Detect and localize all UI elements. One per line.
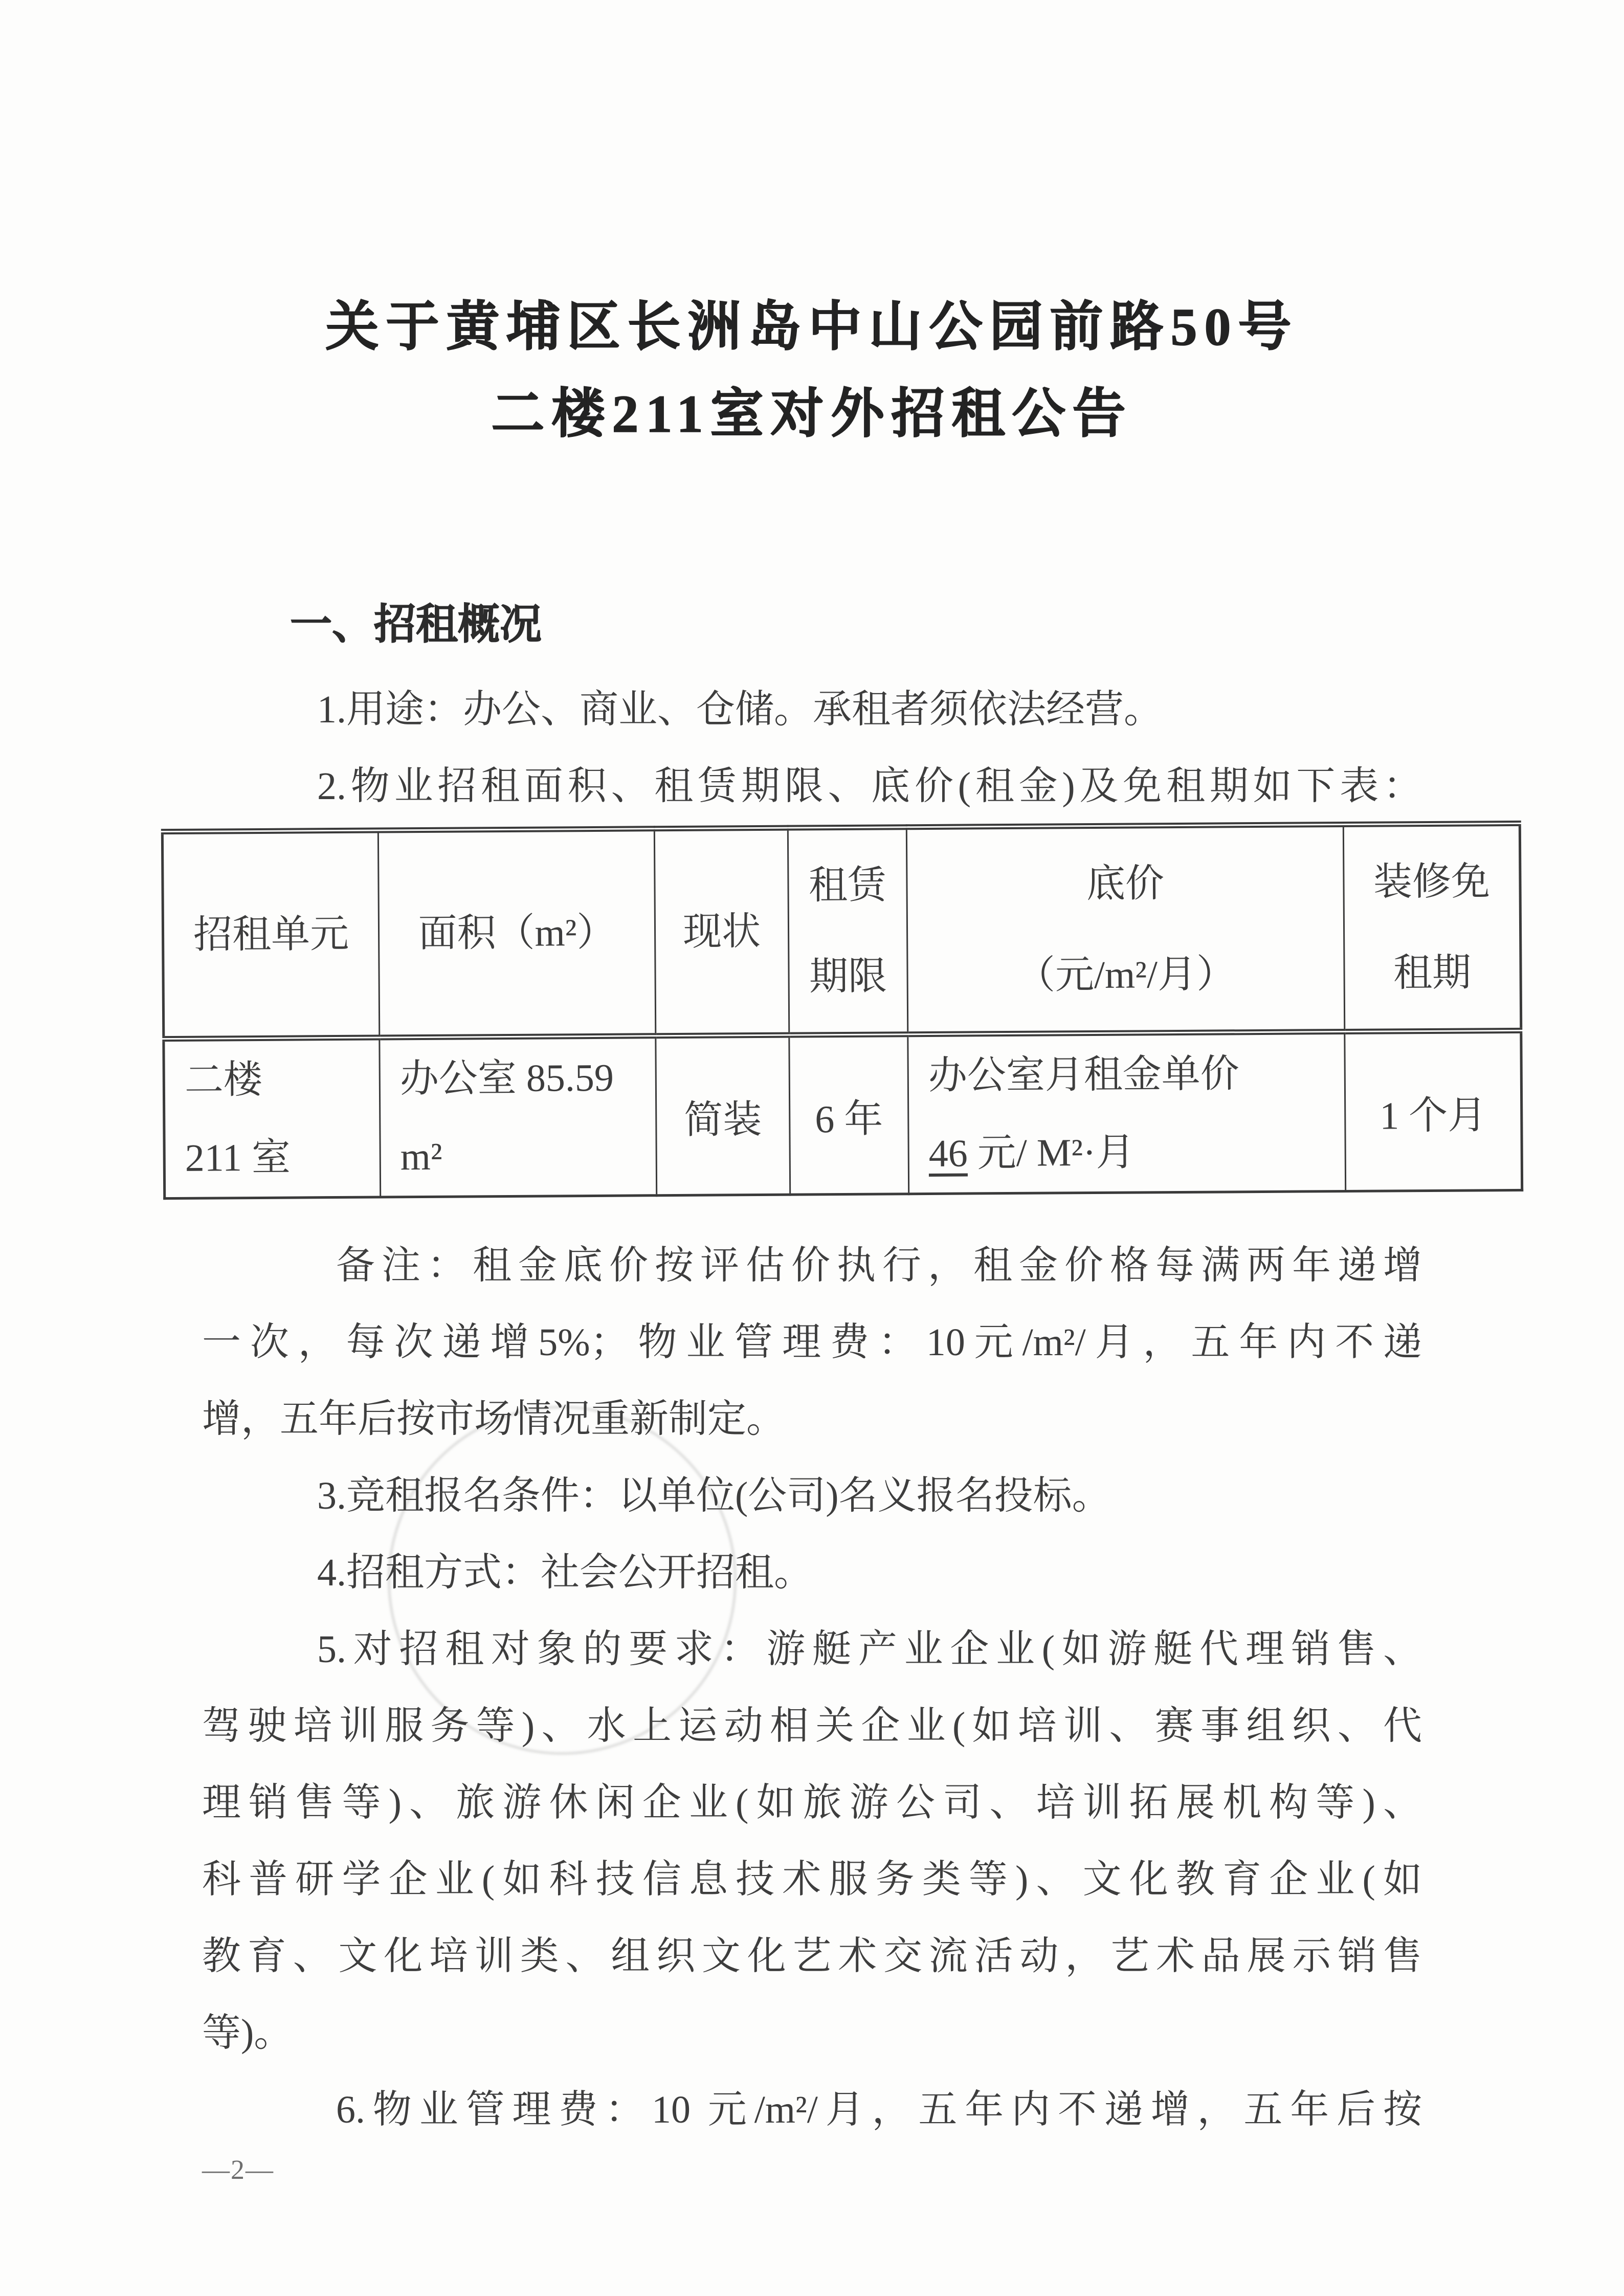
paragraph-item-5-line4: 科普研学企业(如科技信息技术服务类等)、文化教育企业(如: [202, 1858, 1422, 1901]
header-term-line2: 期限: [809, 955, 887, 999]
header-condition: [654, 828, 789, 1036]
cell-condition: 简装: [656, 1035, 790, 1196]
cell-area: [380, 1036, 657, 1197]
paragraph-item-1: 1.用途：办公、商业、仓储。承租者须依法经营。: [317, 688, 1163, 731]
paragraph-item-3: 3.竞租报名条件：以单位(公司)名义报名投标。: [317, 1474, 1111, 1517]
header-term-line1: 租赁: [808, 864, 887, 908]
cell-unit: [164, 1037, 381, 1199]
title-line-1: 关于黄埔区长洲岛中山公园前路50号: [325, 298, 1299, 357]
cell-price: [908, 1032, 1346, 1194]
cell-price-line2: [928, 1112, 1345, 1193]
header-area: [378, 829, 655, 1037]
section-heading-overview: 一、招租概况: [290, 601, 542, 648]
paragraph-item-5-line3: 理销售等)、旅游休闲企业(如旅游公司、培训拓展机构等)、: [202, 1781, 1422, 1824]
paragraph-item-4: 4.招租方式：社会公开招租。: [317, 1551, 813, 1594]
paragraph-item-5-line2: 驾驶培训服务等)、水上运动相关企业(如培训、赛事组织、代: [202, 1705, 1422, 1748]
price-unit-text: 元/ M²·月: [967, 1131, 1135, 1175]
price-value-underlined: 46: [928, 1132, 968, 1175]
paragraph-item-6: 6.物业管理费：10 元/m²/月，五年内不递增，五年后按: [336, 2088, 1422, 2131]
paragraph-item-5-line5: 教育、文化培训类、组织文化艺术交流活动，艺术品展示销售: [202, 1935, 1422, 1978]
table-data-row: [164, 1030, 1522, 1198]
cell-area-line2: m²: [400, 1135, 442, 1179]
cell-unit-line2: 211 室: [185, 1136, 291, 1180]
document-title: [202, 284, 1422, 458]
cell-area-line1: 办公室 85.59: [399, 1056, 614, 1101]
cell-price-line1: 办公室月租金单价: [928, 1052, 1240, 1097]
header-area-label: 面积（m²）: [418, 911, 616, 956]
paragraph-item-5-line6: 等)。: [202, 2012, 293, 2055]
title-line-2: 二楼211室对外招租公告: [491, 385, 1133, 444]
header-free-period: [1343, 823, 1521, 1031]
header-term: [788, 827, 907, 1035]
document-content: [184, 0, 1490, 2185]
header-price: [906, 825, 1344, 1034]
header-price-line1: 底价: [1086, 862, 1165, 906]
header-free-line2: 租期: [1393, 951, 1472, 995]
note-line-1: 备注：租金底价按评估价执行，租金价格每满两年递增: [336, 1244, 1422, 1287]
cell-term: 6 年: [789, 1034, 909, 1195]
page-number: —2—: [202, 2154, 274, 2185]
header-price-line2: （元/m²/月）: [1016, 953, 1236, 997]
header-unit: [162, 830, 379, 1039]
note-line-3: 增，五年后按市场情况重新制定。: [202, 1398, 785, 1441]
cell-unit-line1: 二楼: [184, 1058, 263, 1102]
rental-info-table: [161, 821, 1523, 1200]
paragraph-item-5-line1: 5.对招租对象的要求：游艇产业企业(如游艇代理销售、: [317, 1628, 1422, 1671]
cell-free-period: 1 个月: [1345, 1030, 1522, 1191]
table-header-row: [162, 823, 1521, 1039]
paragraph-item-2: 2.物业招租面积、租赁期限、底价(租金)及免租期如下表：: [317, 765, 1422, 808]
header-free-line1: 装修免: [1373, 860, 1490, 904]
header-unit-label: 招租单元: [193, 912, 349, 957]
header-condition-label: 现状: [682, 910, 761, 954]
note-line-2: 一次，每次递增5%；物业管理费：10元/m²/月，五年内不递: [202, 1321, 1422, 1364]
